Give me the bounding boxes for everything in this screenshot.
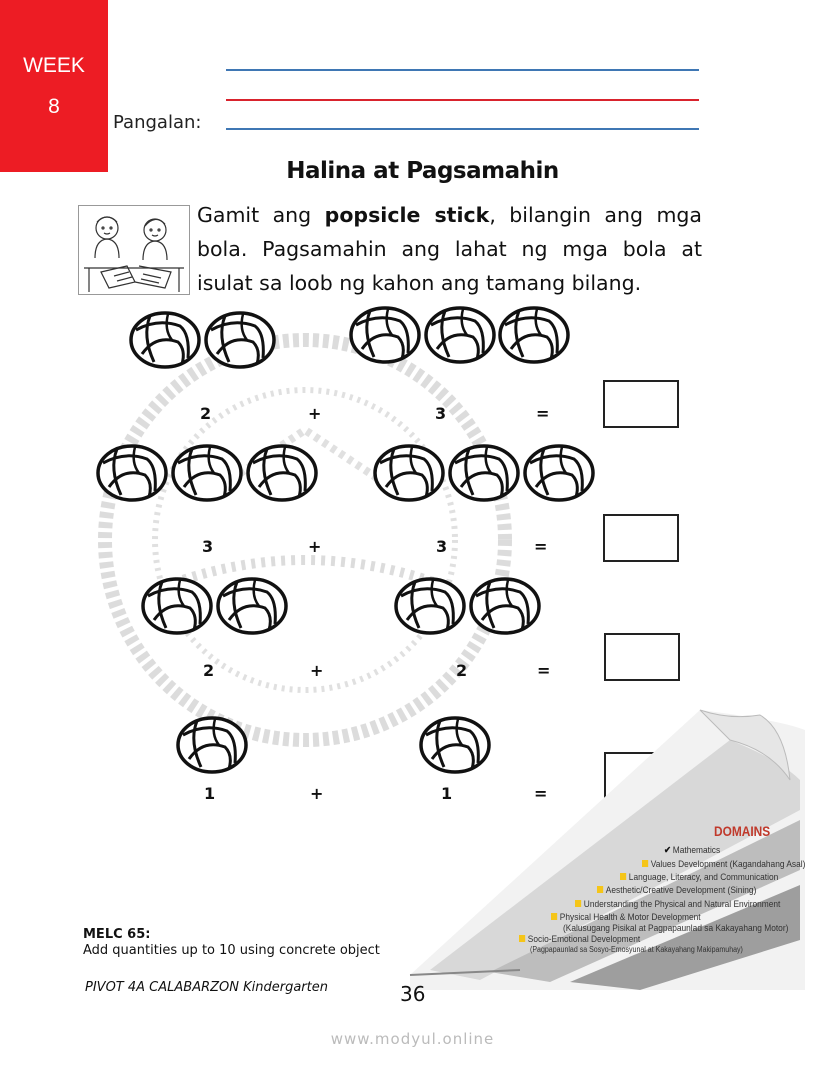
basketball-icon <box>393 576 467 640</box>
footer-source: PIVOT 4A CALABARZON Kindergarten <box>85 980 328 995</box>
basketball-icon <box>170 443 244 507</box>
problem1-equals: = <box>536 404 550 423</box>
page-number: 36 <box>400 982 426 1006</box>
page-title: Halina at Pagsamahin <box>286 158 559 184</box>
deped-seal-watermark <box>95 330 515 750</box>
name-label: Pangalan: <box>113 112 202 133</box>
children-studying-illustration <box>78 205 190 295</box>
problem3-answer-box[interactable] <box>604 633 680 681</box>
domain-item-socio-sub: (Pagpapaunlad sa Sosyo-Emosyunal at Kakayahang Makipamuhay) <box>530 945 743 954</box>
basketball-icon <box>245 443 319 507</box>
problem1-addend2: 3 <box>435 404 447 423</box>
problem4-addend2: 1 <box>441 784 453 803</box>
problem3-addend2: 2 <box>456 661 468 680</box>
basketball-icon <box>522 443 596 507</box>
problem1-plus: + <box>308 404 322 423</box>
week-label: WEEK <box>23 54 85 77</box>
problem2-addend2: 3 <box>436 537 448 556</box>
domain-item-physical-sub: (Kalusugang Pisikal at Pagpapaunlad sa Kakayahang Motor) <box>563 923 789 934</box>
instruction-bold: popsicle stick <box>324 203 490 227</box>
problem4-addend1: 1 <box>204 784 216 803</box>
melc-text: Add quantities up to 10 using concrete object <box>83 943 380 958</box>
problem2-plus: + <box>308 537 322 556</box>
basketball-icon <box>95 443 169 507</box>
problem1-addend1: 2 <box>200 404 212 423</box>
basketball-icon <box>497 305 571 369</box>
name-line-bottom[interactable] <box>226 128 699 130</box>
problem2-addend1: 3 <box>202 537 214 556</box>
problem4-plus: + <box>310 784 324 803</box>
basketball-icon <box>447 443 521 507</box>
week-number: 8 <box>48 95 60 118</box>
problem3-equals: = <box>537 661 551 680</box>
problem3-plus: + <box>310 661 324 680</box>
week-tab <box>0 0 108 172</box>
domain-item-language: Language, Literacy, and Communication <box>620 872 778 883</box>
basketball-icon <box>372 443 446 507</box>
basketball-icon <box>423 305 497 369</box>
basketball-icon <box>215 576 289 640</box>
instruction-text: Gamit ang popsicle stick, bilangin ang mga bola. Pagsamahin ang lahat ng mga bola at isulat sa loob ng kahon ang tamang bilang. <box>197 203 702 295</box>
domain-item-environment: Understanding the Physical and Natural Environment <box>575 899 780 910</box>
problem3-addend1: 2 <box>203 661 215 680</box>
domain-item-socio: Socio-Emotional Development <box>519 934 640 945</box>
site-watermark: www.modyul.online <box>330 1030 495 1048</box>
name-line-top <box>226 69 699 71</box>
basketball-icon <box>348 305 422 369</box>
basketball-icon <box>175 715 249 779</box>
domain-item-physical: Physical Health & Motor Development <box>551 912 701 923</box>
melc-heading: MELC 65: <box>83 927 151 942</box>
basketball-icon <box>203 310 277 374</box>
domain-item-aesthetic: Aesthetic/Creative Development (Sining) <box>597 885 756 896</box>
basketball-icon <box>468 576 542 640</box>
name-line-middle <box>226 99 699 101</box>
basketball-icon <box>140 576 214 640</box>
domain-item-values: Values Development (Kagandahang Asal) <box>642 859 805 870</box>
basketball-icon <box>128 310 202 374</box>
problem2-answer-box[interactable] <box>603 514 679 562</box>
problem2-equals: = <box>534 537 548 556</box>
problem1-answer-box[interactable] <box>603 380 679 428</box>
domains-title: DOMAINS <box>714 823 771 839</box>
domain-item-mathematics: ✔ Mathematics <box>664 845 721 856</box>
problem4-equals: = <box>534 784 548 803</box>
